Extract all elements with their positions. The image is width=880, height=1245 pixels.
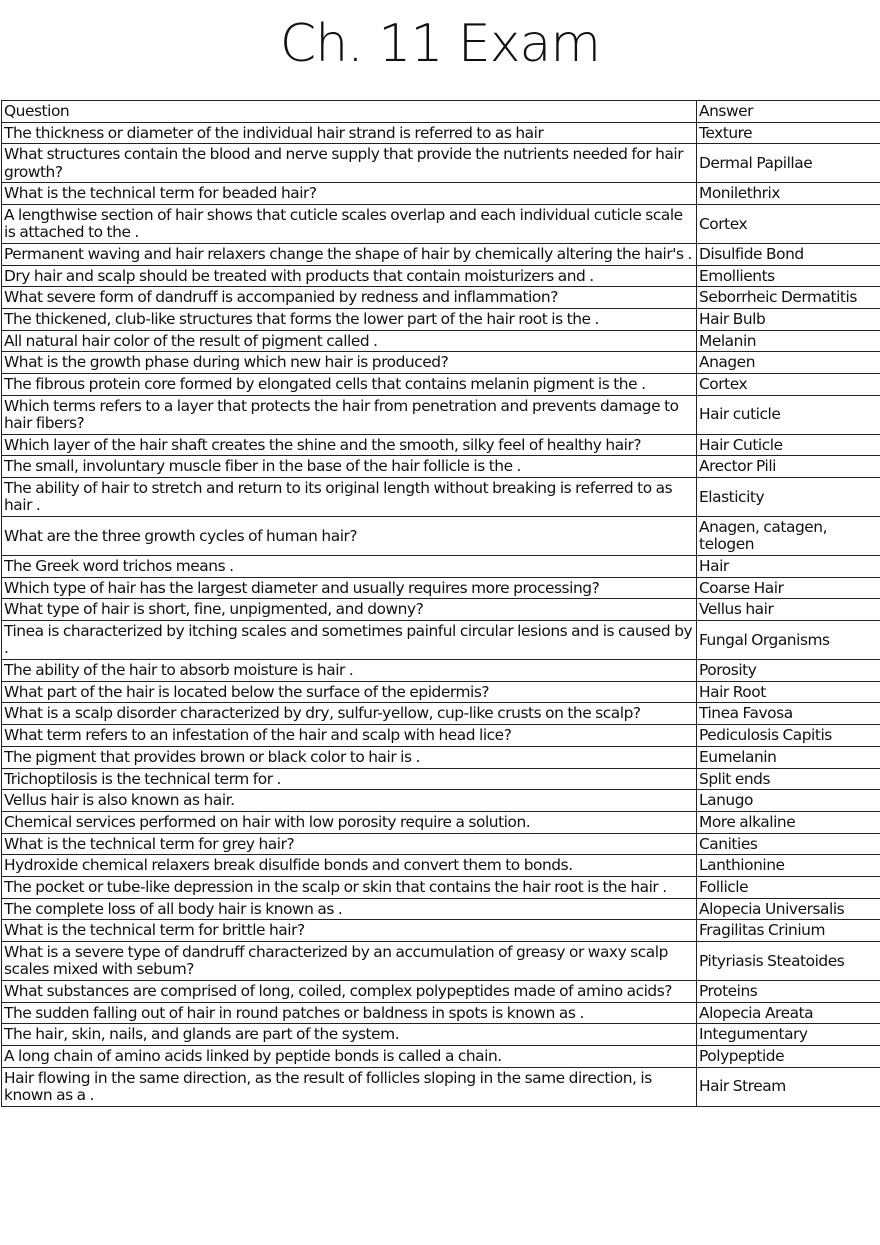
answer-cell: Melanin <box>697 330 880 352</box>
answer-cell: Polypeptide <box>697 1046 880 1068</box>
question-cell: Trichoptilosis is the technical term for . <box>2 768 697 790</box>
table-row <box>2 621 880 660</box>
answer-cell: Texture <box>697 122 880 144</box>
table-row <box>2 309 880 331</box>
question-cell: What are the three growth cycles of human hair? <box>2 517 697 556</box>
question-cell: What is the technical term for brittle hair? <box>2 920 697 942</box>
answer-cell: Hair Stream <box>697 1067 880 1106</box>
table-row <box>2 517 880 556</box>
table-row <box>2 122 880 144</box>
answer-cell: Anagen, catagen, telogen <box>697 517 880 556</box>
table-row <box>2 790 880 812</box>
table-row <box>2 265 880 287</box>
question-cell: Permanent waving and hair relaxers change the shape of hair by chemically altering the hair's . <box>2 243 697 265</box>
answer-cell: Fragilitas Crinium <box>697 920 880 942</box>
question-cell: The thickness or diameter of the individual hair strand is referred to as hair <box>2 122 697 144</box>
table-row <box>2 352 880 374</box>
answer-cell: Hair <box>697 555 880 577</box>
question-cell: Tinea is characterized by itching scales and sometimes painful circular lesions and is caused by . <box>2 621 697 660</box>
answer-cell: Canities <box>697 833 880 855</box>
answer-cell: Hair cuticle <box>697 395 880 434</box>
question-cell: All natural hair color of the result of pigment called . <box>2 330 697 352</box>
table-row <box>2 833 880 855</box>
table-row <box>2 681 880 703</box>
question-cell: The hair, skin, nails, and glands are part of the system. <box>2 1024 697 1046</box>
table-row <box>2 1046 880 1068</box>
answer-cell: Dermal Papillae <box>697 144 880 183</box>
table-row <box>2 395 880 434</box>
answer-cell: Porosity <box>697 659 880 681</box>
answer-cell: Tinea Favosa <box>697 703 880 725</box>
question-cell: The small, involuntary muscle fiber in the base of the hair follicle is the . <box>2 456 697 478</box>
question-cell: What severe form of dandruff is accompanied by redness and inflammation? <box>2 287 697 309</box>
qa-table-body <box>2 101 880 1107</box>
answer-cell: Lanthionine <box>697 855 880 877</box>
question-cell: What substances are comprised of long, coiled, complex polypeptides made of amino acids? <box>2 981 697 1003</box>
table-row <box>2 555 880 577</box>
answer-cell: More alkaline <box>697 811 880 833</box>
table-row <box>2 746 880 768</box>
question-cell: Hydroxide chemical relaxers break disulfide bonds and convert them to bonds. <box>2 855 697 877</box>
table-row <box>2 330 880 352</box>
page-title: Ch. 11 Exam <box>279 14 601 74</box>
table-row <box>2 374 880 396</box>
answer-cell: Lanugo <box>697 790 880 812</box>
qa-table <box>1 100 880 1107</box>
question-cell: What is the growth phase during which new hair is produced? <box>2 352 697 374</box>
answer-cell: Elasticity <box>697 478 880 517</box>
table-row <box>2 898 880 920</box>
question-cell: Which terms refers to a layer that protects the hair from penetration and prevents damage to hair fibers? <box>2 395 697 434</box>
answer-cell: Vellus hair <box>697 599 880 621</box>
answer-cell: Pediculosis Capitis <box>697 725 880 747</box>
table-row <box>2 703 880 725</box>
answer-cell: Disulfide Bond <box>697 243 880 265</box>
answer-cell: Fungal Organisms <box>697 621 880 660</box>
question-cell: Which type of hair has the largest diameter and usually requires more processing? <box>2 577 697 599</box>
table-row <box>2 811 880 833</box>
question-cell: Chemical services performed on hair with low porosity require a solution. <box>2 811 697 833</box>
question-cell: What type of hair is short, fine, unpigmented, and downy? <box>2 599 697 621</box>
question-cell: What term refers to an infestation of the hair and scalp with head lice? <box>2 725 697 747</box>
table-row <box>2 659 880 681</box>
table-row <box>2 144 880 183</box>
question-cell: The fibrous protein core formed by elongated cells that contains melanin pigment is the . <box>2 374 697 396</box>
answer-cell: Proteins <box>697 981 880 1003</box>
answer-cell: Alopecia Universalis <box>697 898 880 920</box>
answer-cell: Hair Root <box>697 681 880 703</box>
question-cell: The thickened, club-like structures that forms the lower part of the hair root is the . <box>2 309 697 331</box>
answer-cell: Alopecia Areata <box>697 1002 880 1024</box>
question-cell: The pocket or tube-like depression in the scalp or skin that contains the hair root is the hair . <box>2 877 697 899</box>
answer-cell: Pityriasis Steatoides <box>697 942 880 981</box>
answer-cell: Cortex <box>697 205 880 244</box>
table-row <box>2 434 880 456</box>
table-row <box>2 205 880 244</box>
header-answer: Answer <box>697 101 880 123</box>
table-header-row <box>2 101 880 123</box>
table-row <box>2 183 880 205</box>
answer-cell: Integumentary <box>697 1024 880 1046</box>
question-cell: What part of the hair is located below the surface of the epidermis? <box>2 681 697 703</box>
question-cell: What is the technical term for grey hair? <box>2 833 697 855</box>
header-question: Question <box>2 101 697 123</box>
answer-cell: Hair Cuticle <box>697 434 880 456</box>
question-cell: A lengthwise section of hair shows that cuticle scales overlap and each individual cuticle scale is attached to the . <box>2 205 697 244</box>
table-row <box>2 942 880 981</box>
answer-cell: Eumelanin <box>697 746 880 768</box>
question-cell: Dry hair and scalp should be treated with products that contain moisturizers and . <box>2 265 697 287</box>
table-row <box>2 768 880 790</box>
question-cell: Which layer of the hair shaft creates the shine and the smooth, silky feel of healthy hair? <box>2 434 697 456</box>
table-row <box>2 577 880 599</box>
table-row <box>2 877 880 899</box>
answer-cell: Seborrheic Dermatitis <box>697 287 880 309</box>
answer-cell: Coarse Hair <box>697 577 880 599</box>
answer-cell: Arector Pili <box>697 456 880 478</box>
table-row <box>2 920 880 942</box>
question-cell: The ability of hair to stretch and return to its original length without breaking is referred to as hair . <box>2 478 697 517</box>
table-row <box>2 1024 880 1046</box>
table-row <box>2 287 880 309</box>
question-cell: The sudden falling out of hair in round patches or baldness in spots is known as . <box>2 1002 697 1024</box>
question-cell: A long chain of amino acids linked by peptide bonds is called a chain. <box>2 1046 697 1068</box>
question-cell: Hair flowing in the same direction, as the result of follicles sloping in the same direction, is known as a . <box>2 1067 697 1106</box>
question-cell: The Greek word trichos means . <box>2 555 697 577</box>
table-row <box>2 599 880 621</box>
table-row <box>2 456 880 478</box>
table-row <box>2 1067 880 1106</box>
question-cell: Vellus hair is also known as hair. <box>2 790 697 812</box>
table-row <box>2 855 880 877</box>
answer-cell: Split ends <box>697 768 880 790</box>
table-row <box>2 725 880 747</box>
question-cell: The pigment that provides brown or black color to hair is . <box>2 746 697 768</box>
answer-cell: Monilethrix <box>697 183 880 205</box>
question-cell: The ability of the hair to absorb moisture is hair . <box>2 659 697 681</box>
question-cell: What is a scalp disorder characterized by dry, sulfur-yellow, cup-like crusts on the scalp? <box>2 703 697 725</box>
answer-cell: Follicle <box>697 877 880 899</box>
question-cell: What is a severe type of dandruff characterized by an accumulation of greasy or waxy scalp scales mixed with sebum? <box>2 942 697 981</box>
question-cell: What is the technical term for beaded hair? <box>2 183 697 205</box>
answer-cell: Emollients <box>697 265 880 287</box>
answer-cell: Anagen <box>697 352 880 374</box>
answer-cell: Hair Bulb <box>697 309 880 331</box>
table-row <box>2 1002 880 1024</box>
question-cell: What structures contain the blood and nerve supply that provide the nutrients needed for hair growth? <box>2 144 697 183</box>
table-row <box>2 243 880 265</box>
table-row <box>2 981 880 1003</box>
table-row <box>2 478 880 517</box>
answer-cell: Cortex <box>697 374 880 396</box>
question-cell: The complete loss of all body hair is known as . <box>2 898 697 920</box>
